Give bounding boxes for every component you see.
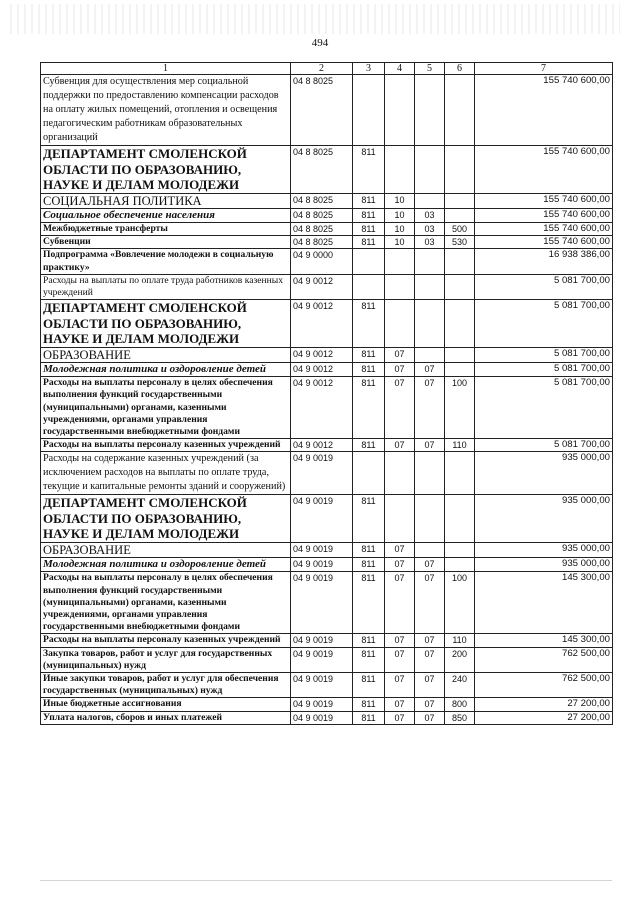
cell-grbs: 811 xyxy=(353,146,385,194)
cell-pr: 07 xyxy=(415,557,445,572)
cell-name: Субвенции xyxy=(41,236,291,249)
cell-rz xyxy=(385,274,415,299)
cell-vr xyxy=(445,347,475,362)
cell-pr: 07 xyxy=(415,634,445,647)
cell-name: Расходы на содержание казенных учреждений (за исключением расходов на выплаты по оплате труда, текущие и капитальные ремонты зданий и сооружений) xyxy=(41,452,291,495)
cell-csr: 04 9 0012 xyxy=(291,274,353,299)
cell-pr xyxy=(415,542,445,557)
cell-vr: 850 xyxy=(445,711,475,724)
cell-vr xyxy=(445,495,475,543)
cell-sum: 155 740 600,00 xyxy=(475,146,613,194)
cell-name: Иные бюджетные ассигнования xyxy=(41,698,291,711)
cell-vr xyxy=(445,300,475,348)
bottom-scan-line xyxy=(40,880,612,881)
cell-pr: 07 xyxy=(415,439,445,452)
table-row xyxy=(41,300,613,348)
header-row xyxy=(41,63,613,75)
table-row xyxy=(41,193,613,208)
cell-sum: 5 081 700,00 xyxy=(475,300,613,348)
cell-name: Молодежная политика и оздоровление детей xyxy=(41,557,291,572)
cell-csr: 04 9 0012 xyxy=(291,377,353,439)
cell-pr xyxy=(415,495,445,543)
cell-rz: 07 xyxy=(385,347,415,362)
cell-pr: 03 xyxy=(415,223,445,236)
cell-rz xyxy=(385,452,415,495)
cell-rz xyxy=(385,495,415,543)
cell-rz: 10 xyxy=(385,236,415,249)
cell-name: Расходы на выплаты персоналу в целях обеспечения выполнения функций государственными (муниципальными) органами, казенными учреждениями, органами управления государственными внебюджетными фондами xyxy=(41,377,291,439)
cell-rz: 07 xyxy=(385,698,415,711)
cell-csr: 04 9 0019 xyxy=(291,557,353,572)
cell-sum: 935 000,00 xyxy=(475,452,613,495)
table-row xyxy=(41,495,613,543)
cell-csr: 04 9 0019 xyxy=(291,452,353,495)
cell-pr xyxy=(415,300,445,348)
cell-vr xyxy=(445,193,475,208)
cell-pr: 03 xyxy=(415,208,445,223)
cell-vr xyxy=(445,249,475,274)
cell-vr: 100 xyxy=(445,377,475,439)
cell-pr: 07 xyxy=(415,711,445,724)
cell-pr: 07 xyxy=(415,362,445,377)
cell-grbs xyxy=(353,75,385,146)
cell-grbs: 811 xyxy=(353,193,385,208)
cell-csr: 04 8 8025 xyxy=(291,223,353,236)
cell-name: Расходы на выплаты персоналу в целях обеспечения выполнения функций государственными (муниципальными) органами, казенными учреждениями, органами управления государственными внебюджетными фондами xyxy=(41,572,291,634)
cell-vr: 110 xyxy=(445,439,475,452)
cell-rz xyxy=(385,146,415,194)
cell-sum: 145 300,00 xyxy=(475,572,613,634)
cell-csr: 04 9 0012 xyxy=(291,439,353,452)
cell-pr: 07 xyxy=(415,572,445,634)
cell-pr: 07 xyxy=(415,647,445,672)
cell-vr xyxy=(445,452,475,495)
cell-rz: 07 xyxy=(385,362,415,377)
cell-csr: 04 9 0019 xyxy=(291,673,353,698)
cell-sum: 935 000,00 xyxy=(475,557,613,572)
cell-rz xyxy=(385,249,415,274)
table-row xyxy=(41,236,613,249)
cell-csr: 04 9 0019 xyxy=(291,711,353,724)
cell-grbs: 811 xyxy=(353,698,385,711)
cell-name: Межбюджетные трансферты xyxy=(41,223,291,236)
table-row xyxy=(41,572,613,634)
table-row xyxy=(41,377,613,439)
cell-csr: 04 9 0019 xyxy=(291,647,353,672)
page-number: 494 xyxy=(311,37,329,49)
cell-rz: 07 xyxy=(385,634,415,647)
cell-grbs: 811 xyxy=(353,439,385,452)
cell-vr xyxy=(445,542,475,557)
cell-name: ОБРАЗОВАНИЕ xyxy=(41,542,291,557)
table-row xyxy=(41,75,613,146)
cell-csr: 04 8 8025 xyxy=(291,75,353,146)
table-row xyxy=(41,634,613,647)
table-row xyxy=(41,208,613,223)
cell-name: ДЕПАРТАМЕНТ СМОЛЕНСКОЙ ОБЛАСТИ ПО ОБРАЗОВАНИЮ, НАУКЕ И ДЕЛАМ МОЛОДЕЖИ xyxy=(41,300,291,348)
scan-noise xyxy=(10,4,620,34)
cell-rz xyxy=(385,75,415,146)
cell-grbs: 811 xyxy=(353,347,385,362)
cell-grbs: 811 xyxy=(353,647,385,672)
cell-sum: 16 938 386,00 xyxy=(475,249,613,274)
cell-sum: 155 740 600,00 xyxy=(475,193,613,208)
cell-sum: 5 081 700,00 xyxy=(475,377,613,439)
cell-csr: 04 9 0019 xyxy=(291,542,353,557)
cell-sum: 762 500,00 xyxy=(475,673,613,698)
cell-vr: 100 xyxy=(445,572,475,634)
cell-name: Иные закупки товаров, работ и услуг для обеспечения государственных (муниципальных) нужд xyxy=(41,673,291,698)
cell-sum: 155 740 600,00 xyxy=(475,236,613,249)
cell-name: Социальное обеспечение населения xyxy=(41,208,291,223)
cell-rz: 10 xyxy=(385,223,415,236)
cell-csr: 04 9 0019 xyxy=(291,698,353,711)
cell-grbs: 811 xyxy=(353,300,385,348)
table-row xyxy=(41,711,613,724)
table-row xyxy=(41,673,613,698)
cell-rz: 07 xyxy=(385,647,415,672)
cell-name: ОБРАЗОВАНИЕ xyxy=(41,347,291,362)
cell-grbs: 811 xyxy=(353,711,385,724)
cell-sum: 5 081 700,00 xyxy=(475,347,613,362)
cell-name: Расходы на выплаты персоналу казенных учреждений xyxy=(41,439,291,452)
table-row xyxy=(41,223,613,236)
cell-name: Расходы на выплаты персоналу казенных учреждений xyxy=(41,634,291,647)
cell-rz: 10 xyxy=(385,208,415,223)
table-row xyxy=(41,274,613,299)
cell-vr xyxy=(445,557,475,572)
cell-vr: 800 xyxy=(445,698,475,711)
cell-grbs: 811 xyxy=(353,634,385,647)
cell-grbs: 811 xyxy=(353,495,385,543)
cell-vr: 530 xyxy=(445,236,475,249)
cell-name: Субвенция для осуществления мер социальной поддержки по предоставлению компенсации расходов на оплату жилых помещений, отопления и освещения педагогическим работникам образовательных организаций xyxy=(41,75,291,146)
table-row xyxy=(41,146,613,194)
cell-sum: 155 740 600,00 xyxy=(475,223,613,236)
header-cell: 5 xyxy=(415,63,445,75)
table-row xyxy=(41,647,613,672)
cell-grbs xyxy=(353,452,385,495)
cell-pr xyxy=(415,146,445,194)
table-row xyxy=(41,557,613,572)
cell-sum: 762 500,00 xyxy=(475,647,613,672)
cell-sum: 27 200,00 xyxy=(475,711,613,724)
cell-csr: 04 9 0000 xyxy=(291,249,353,274)
table-row xyxy=(41,362,613,377)
cell-sum: 145 300,00 xyxy=(475,634,613,647)
cell-name: Уплата налогов, сборов и иных платежей xyxy=(41,711,291,724)
cell-rz xyxy=(385,300,415,348)
cell-grbs: 811 xyxy=(353,377,385,439)
cell-csr: 04 9 0012 xyxy=(291,362,353,377)
header-cell: 6 xyxy=(445,63,475,75)
cell-vr xyxy=(445,208,475,223)
cell-pr: 03 xyxy=(415,236,445,249)
cell-vr xyxy=(445,146,475,194)
cell-pr xyxy=(415,249,445,274)
cell-rz: 07 xyxy=(385,572,415,634)
cell-rz: 07 xyxy=(385,542,415,557)
cell-vr: 200 xyxy=(445,647,475,672)
cell-vr xyxy=(445,75,475,146)
cell-sum: 155 740 600,00 xyxy=(475,208,613,223)
cell-sum: 935 000,00 xyxy=(475,542,613,557)
cell-name: ДЕПАРТАМЕНТ СМОЛЕНСКОЙ ОБЛАСТИ ПО ОБРАЗОВАНИЮ, НАУКЕ И ДЕЛАМ МОЛОДЕЖИ xyxy=(41,495,291,543)
cell-csr: 04 9 0019 xyxy=(291,634,353,647)
cell-name: Подпрограмма «Вовлечение молодежи в социальную практику» xyxy=(41,249,291,274)
cell-pr xyxy=(415,452,445,495)
cell-grbs: 811 xyxy=(353,236,385,249)
cell-vr: 110 xyxy=(445,634,475,647)
cell-sum: 155 740 600,00 xyxy=(475,75,613,146)
cell-pr xyxy=(415,347,445,362)
header-cell: 1 xyxy=(41,63,291,75)
cell-sum: 935 000,00 xyxy=(475,495,613,543)
cell-vr: 500 xyxy=(445,223,475,236)
cell-csr: 04 8 8025 xyxy=(291,236,353,249)
cell-csr: 04 8 8025 xyxy=(291,208,353,223)
cell-rz: 07 xyxy=(385,557,415,572)
cell-csr: 04 8 8025 xyxy=(291,146,353,194)
cell-rz: 07 xyxy=(385,673,415,698)
cell-vr xyxy=(445,362,475,377)
cell-pr: 07 xyxy=(415,698,445,711)
cell-csr: 04 9 0012 xyxy=(291,347,353,362)
cell-name: СОЦИАЛЬНАЯ ПОЛИТИКА xyxy=(41,193,291,208)
table-row xyxy=(41,542,613,557)
header-cell: 7 xyxy=(475,63,613,75)
cell-grbs: 811 xyxy=(353,572,385,634)
cell-rz: 07 xyxy=(385,711,415,724)
header-cell: 2 xyxy=(291,63,353,75)
cell-grbs: 811 xyxy=(353,557,385,572)
cell-pr xyxy=(415,75,445,146)
cell-grbs xyxy=(353,249,385,274)
cell-csr: 04 9 0019 xyxy=(291,495,353,543)
cell-pr: 07 xyxy=(415,377,445,439)
cell-grbs: 811 xyxy=(353,362,385,377)
table-row xyxy=(41,439,613,452)
cell-pr xyxy=(415,274,445,299)
table-row xyxy=(41,249,613,274)
cell-csr: 04 8 8025 xyxy=(291,193,353,208)
cell-vr: 240 xyxy=(445,673,475,698)
cell-grbs: 811 xyxy=(353,542,385,557)
cell-csr: 04 9 0012 xyxy=(291,300,353,348)
header-cell: 3 xyxy=(353,63,385,75)
cell-name: Расходы на выплаты по оплате труда работников казенных учреждений xyxy=(41,274,291,299)
cell-rz: 07 xyxy=(385,439,415,452)
cell-sum: 5 081 700,00 xyxy=(475,274,613,299)
cell-sum: 5 081 700,00 xyxy=(475,362,613,377)
cell-rz: 10 xyxy=(385,193,415,208)
cell-name: ДЕПАРТАМЕНТ СМОЛЕНСКОЙ ОБЛАСТИ ПО ОБРАЗОВАНИЮ, НАУКЕ И ДЕЛАМ МОЛОДЕЖИ xyxy=(41,146,291,194)
table-row xyxy=(41,698,613,711)
cell-grbs xyxy=(353,274,385,299)
cell-pr: 07 xyxy=(415,673,445,698)
cell-csr: 04 9 0019 xyxy=(291,572,353,634)
table-row xyxy=(41,347,613,362)
cell-name: Закупка товаров, работ и услуг для государственных (муниципальных) нужд xyxy=(41,647,291,672)
cell-grbs: 811 xyxy=(353,208,385,223)
budget-table xyxy=(40,62,613,725)
cell-rz: 07 xyxy=(385,377,415,439)
cell-grbs: 811 xyxy=(353,223,385,236)
cell-sum: 5 081 700,00 xyxy=(475,439,613,452)
cell-name: Молодежная политика и оздоровление детей xyxy=(41,362,291,377)
header-cell: 4 xyxy=(385,63,415,75)
cell-pr xyxy=(415,193,445,208)
cell-sum: 27 200,00 xyxy=(475,698,613,711)
cell-vr xyxy=(445,274,475,299)
table-row xyxy=(41,452,613,495)
cell-grbs: 811 xyxy=(353,673,385,698)
